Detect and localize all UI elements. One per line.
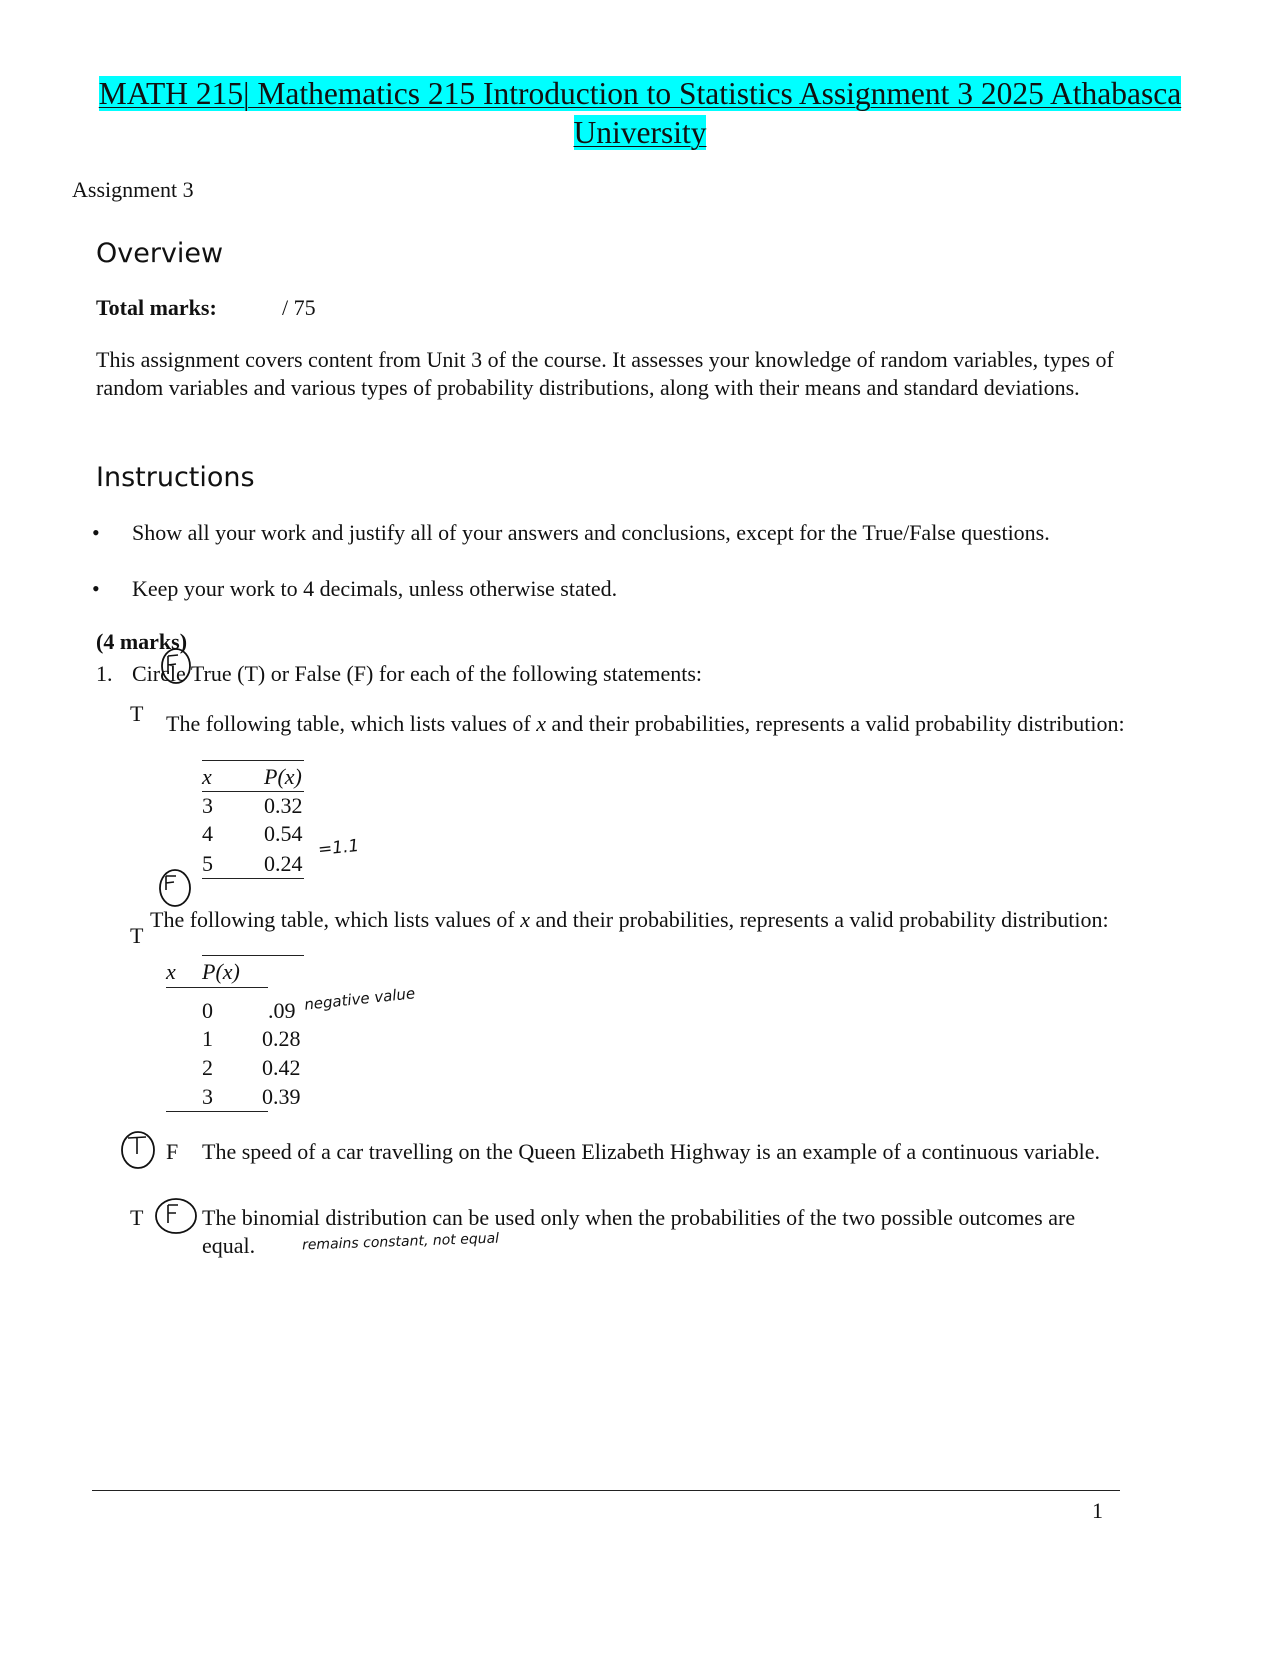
overview-heading: Overview xyxy=(96,238,224,269)
total-marks-value: / 75 xyxy=(282,295,316,320)
item1-true-label[interactable]: T xyxy=(130,701,144,726)
question1-marks: (4 marks) xyxy=(96,629,188,654)
bullet-dot: • xyxy=(92,576,100,601)
footer-rule xyxy=(92,1490,1120,1491)
question1-prompt: Circle True (T) or False (F) for each of the following statements: xyxy=(132,661,703,686)
table2-cell: 0.42 xyxy=(262,1055,301,1080)
table2-cell: 0.28 xyxy=(262,1026,301,1051)
table2-bottom-rule xyxy=(166,1111,268,1112)
table1-cell: 5 xyxy=(202,851,213,876)
table1-cell: 0.24 xyxy=(264,851,303,876)
table2-header-rule xyxy=(166,987,268,988)
instruction-bullet-1: Show all your work and justify all of your answers and conclusions, except for the True/False questions. xyxy=(132,520,1050,545)
document-title xyxy=(60,74,1220,152)
overview-description: This assignment covers content from Unit 3 of the course. It assesses your knowledge of random variables, types of random variables and various types of probability distributions, along with their means and standard deviations. xyxy=(96,347,1114,400)
table1-header-px: P(x) xyxy=(264,764,302,789)
total-marks-label: Total marks: xyxy=(96,295,217,320)
instruction-bullet-2: Keep your work to 4 decimals, unless otherwise stated. xyxy=(132,576,618,601)
table2-cell: 0.39 xyxy=(262,1084,301,1109)
handwritten-circle-f-icon xyxy=(152,1196,200,1238)
table1-cell: 4 xyxy=(202,821,213,846)
handwritten-circle-f-icon xyxy=(154,864,196,910)
handwritten-circle-t-icon xyxy=(116,1126,160,1172)
handwritten-note-binomial: remains constant, not equal xyxy=(301,1230,500,1254)
assignment-label: Assignment 3 xyxy=(72,177,194,202)
table1-header-x: x xyxy=(202,764,212,789)
table2-header-px: P(x) xyxy=(202,959,240,984)
table2-top-rule xyxy=(202,955,304,956)
instructions-heading: Instructions xyxy=(96,462,255,493)
bullet-dot: • xyxy=(92,520,100,545)
question1-number: 1. xyxy=(96,661,113,686)
item4-true-label[interactable]: T xyxy=(130,1205,144,1230)
handwritten-note-sum: =1.1 xyxy=(317,835,361,861)
item3-false-label[interactable]: F xyxy=(166,1139,179,1164)
item4-statement: The binomial distribution can be used only when the probabilities of the two possible outcomes are equal. xyxy=(202,1205,1076,1258)
table2-cell: 3 xyxy=(202,1084,213,1109)
item1-statement: The following table, which lists values of x and their probabilities, represents a valid probability distribution: xyxy=(166,711,1125,736)
table1-cell: 0.32 xyxy=(264,793,303,818)
table2-cell: 0 xyxy=(202,998,213,1023)
table1-top-rule xyxy=(202,760,304,761)
handwritten-circle-f-icon xyxy=(156,644,196,688)
document-title-text: MATH 215| Mathematics 215 Introduction to Statistics Assignment 3 2025 Athabasca University xyxy=(98,76,1182,150)
item2-statement: The following table, which lists values of x and their probabilities, represents a valid probability distribution: xyxy=(150,907,1109,932)
item2-true-label[interactable]: T xyxy=(130,923,144,948)
table1-bottom-rule xyxy=(202,878,304,879)
table2-cell: 1 xyxy=(202,1026,213,1051)
page-number: 1 xyxy=(1092,1498,1103,1523)
table1-cell: 3 xyxy=(202,793,213,818)
table2-cell: 2 xyxy=(202,1055,213,1080)
table2-header-x: x xyxy=(166,959,176,984)
item3-statement: The speed of a car travelling on the Queen Elizabeth Highway is an example of a continuous variable. xyxy=(202,1139,1101,1164)
table1-cell: 0.54 xyxy=(264,821,303,846)
handwritten-note-negative: negative value xyxy=(303,984,416,1014)
table2-cell: .09 xyxy=(268,998,296,1023)
